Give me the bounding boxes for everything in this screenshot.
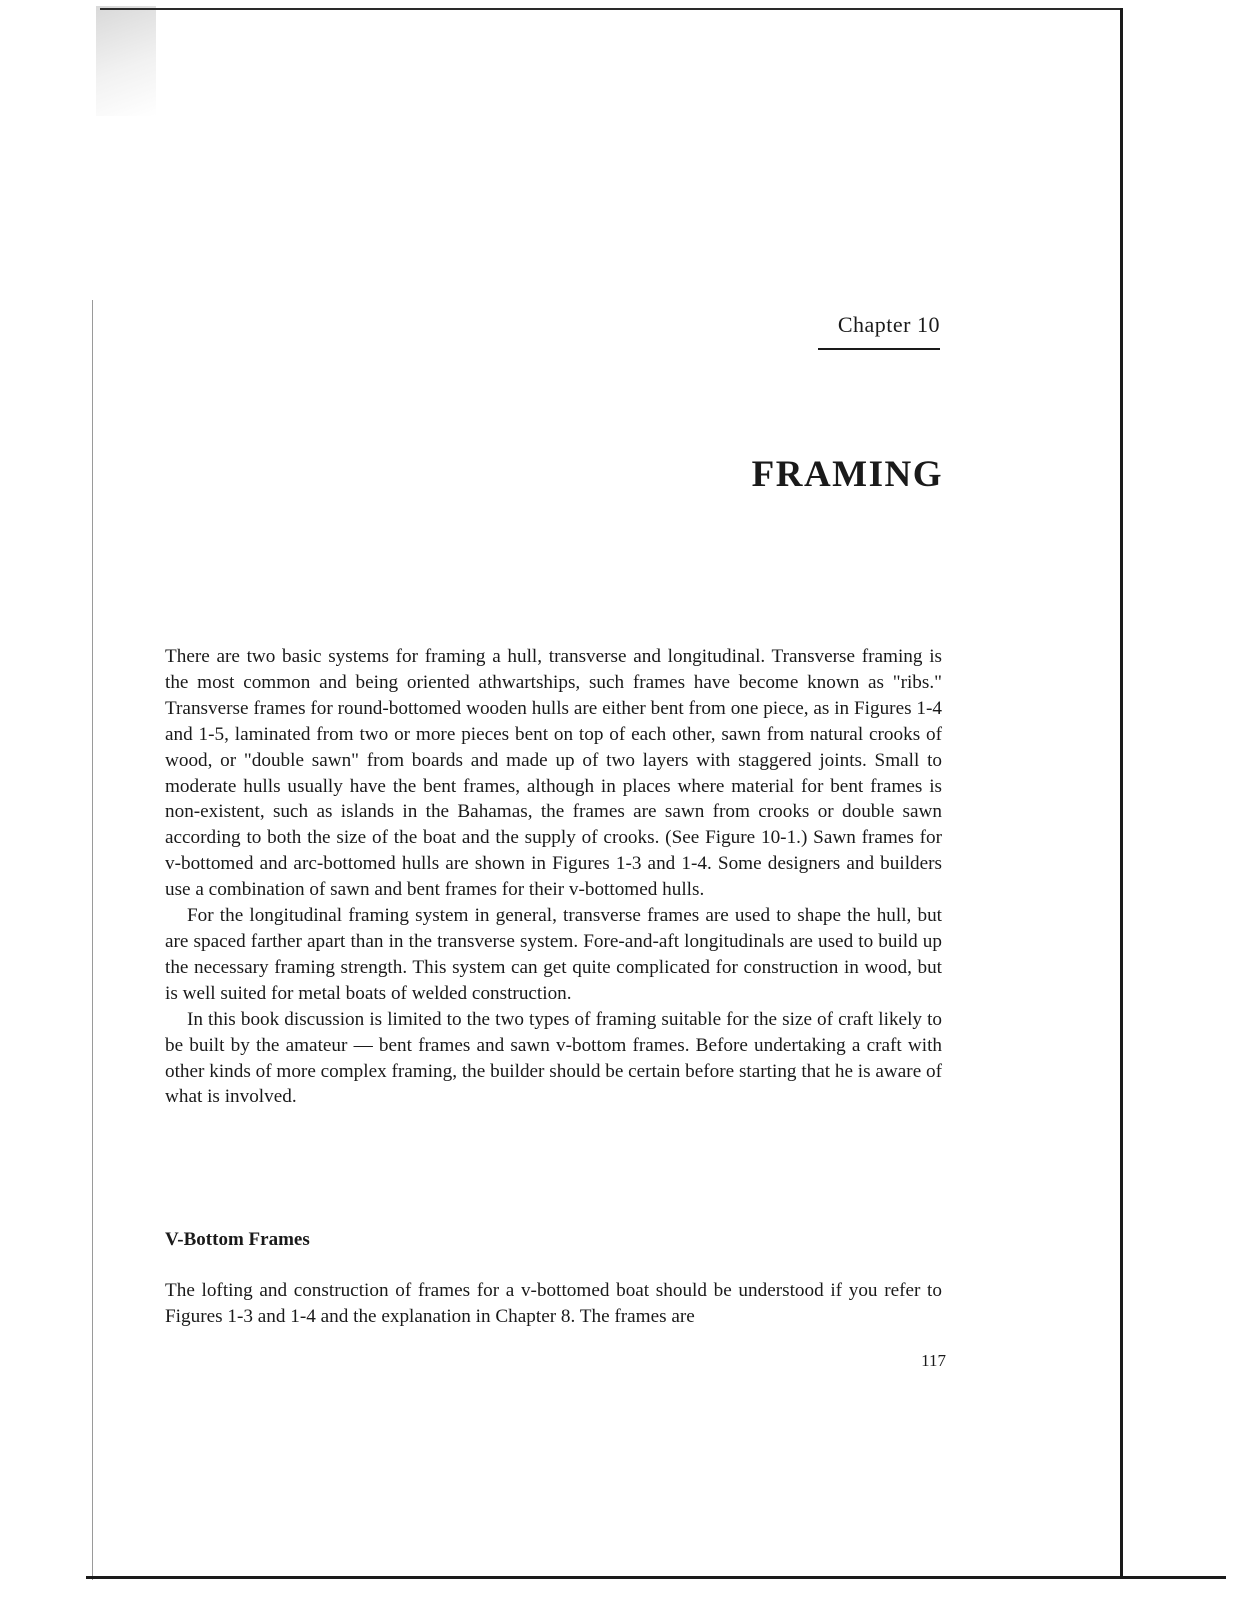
scan-edge-top bbox=[100, 8, 1122, 10]
scan-edge-right bbox=[1120, 8, 1123, 1578]
chapter-label: Chapter 10 bbox=[837, 312, 940, 337]
section-heading: V-Bottom Frames bbox=[165, 1229, 310, 1250]
scan-smudge bbox=[96, 6, 156, 116]
body-text bbox=[165, 644, 942, 1110]
paragraph: There are two basic systems for framing a hull, transverse and longitudinal. Transverse framing is the most common and being oriented athwartships, such frames have become known as "ribs." Transverse frames for round-bottomed wooden hulls are either bent from one piece, as in Figures 1-4 and 1-5, laminated from two or more pieces bent on top of each other, sawn from natural crooks of wood, or "double sawn" from boards and made up of two layers with staggered joints. Small to moderate hulls usually have the bent frames, although in places where material for bent frames is non-existent, such as islands in the Bahamas, the frames are sawn from crooks or double sawn according to both the size of the boat and the supply of crooks. (See Figure 10-1.) Sawn frames for v-bottomed and arc-bottomed hulls are shown in Figures 1-3 and 1-4. Some designers and builders use a combination of sawn and bent frames for their v-bottomed hulls. bbox=[165, 646, 942, 901]
section-text bbox=[165, 1278, 942, 1330]
paragraph: In this book discussion is limited to the two types of framing suitable for the size of craft likely to be built by the amateur — bent frames and sawn v-bottom frames. Before undertaking a craft with other kinds of more complex framing, the builder should be certain before starting that he is aware of what is involved. bbox=[165, 1008, 942, 1108]
scan-edge-left bbox=[92, 300, 93, 1580]
chapter-rule bbox=[818, 348, 940, 350]
paragraph: For the longitudinal framing system in general, transverse frames are used to shape the hull, but are spaced farther apart than in the transverse system. Fore-and-aft longitudinals are used to build up the necessary framing strength. This system can get quite complicated for construction in wood, but is well suited for metal boats of welded construction. bbox=[165, 905, 942, 1004]
chapter-title: FRAMING bbox=[751, 454, 943, 495]
scan-edge-bottom bbox=[86, 1576, 1226, 1579]
page-number: 117 bbox=[921, 1351, 946, 1370]
paragraph: The lofting and construction of frames for a v-bottomed boat should be understood if you refer to Figures 1-3 and 1-4 and the explanation in Chapter 8. The frames are bbox=[165, 1280, 942, 1327]
